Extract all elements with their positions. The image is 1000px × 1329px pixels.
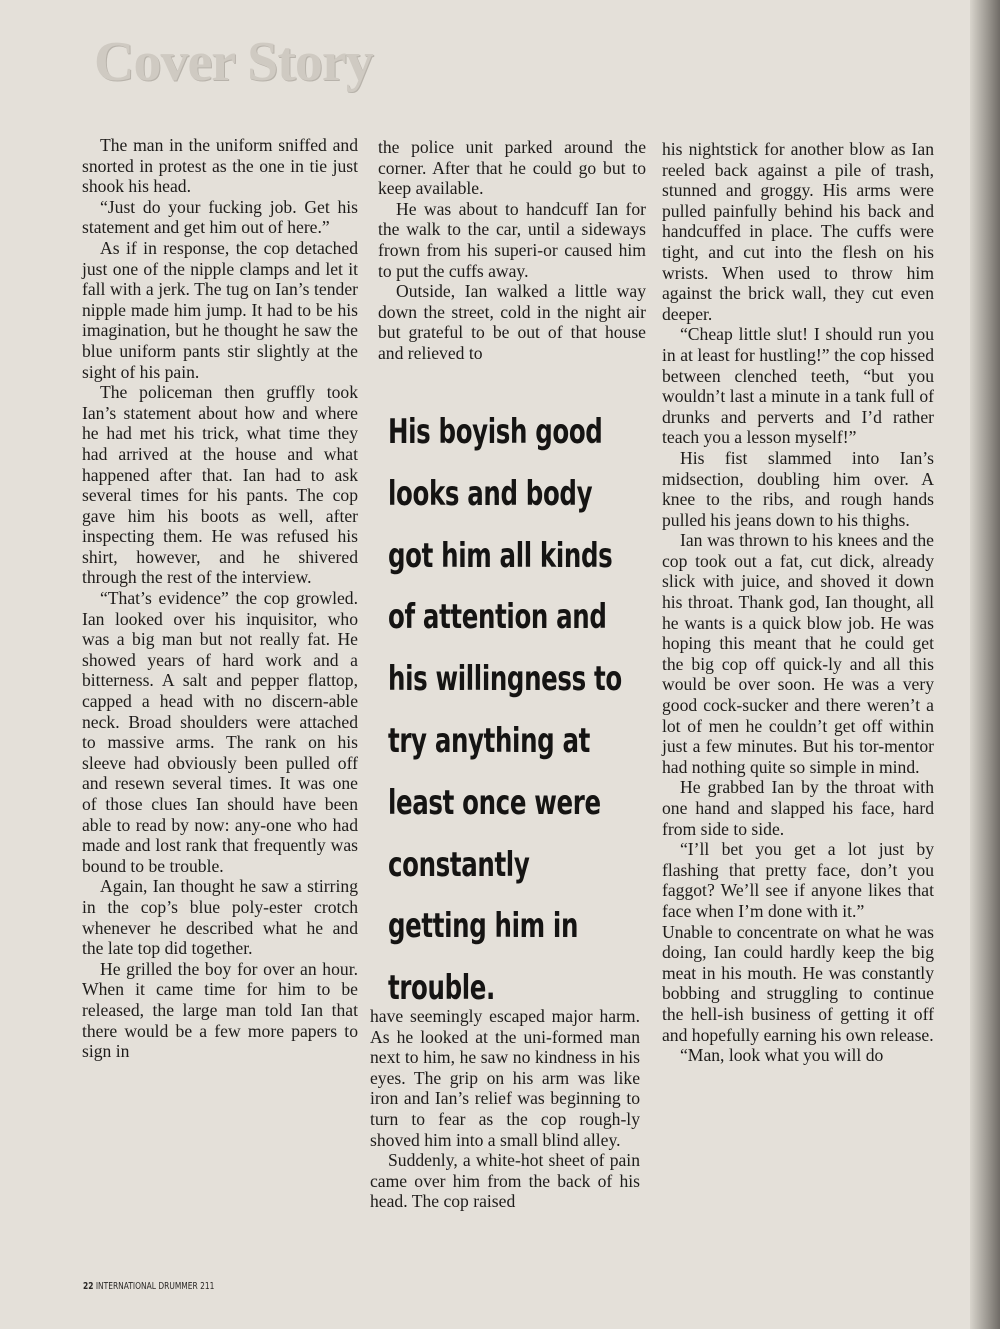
paragraph: As if in response, the cop detached just one of the nipple clamps and let it fall with a jerk. The tug on Ian’s tender nipple made him jump. It had to be his imagination, but he thought he saw the blue uniform pants stir slightly at the sight of his pain. [82, 237, 358, 382]
paragraph: The policeman then gruffly took Ian’s statement about how and where he had met his trick, what time they had arrived at the house and what happened after that. Ian had to ask several times for his pants. The cop gave him his boots as well, after inspecting them. He was refused his shirt, however, and he shivered through the rest of the interview. [82, 382, 358, 588]
paragraph: “Just do your fucking job. Get his statement and get him out of here.” [82, 196, 358, 238]
paragraph: Ian was thrown to his knees and the cop took out a fat, cut dick, already slick with juice, and shoved it down his throat. Thank god, Ian thought, all he wants is a quick blow job. He was hoping this meant that he could get the big cop off quick-ly and all this would be over soon. He was a very good cock-sucker and there weren’t a lot of men he couldn’t get off within just a few minutes. But his tor-mentor had nothing quite so simple in mind. [662, 530, 934, 777]
article-column-2-bottom [370, 1006, 640, 1212]
publication-name: INTERNATIONAL DRUMMER 211 [95, 1281, 215, 1292]
paragraph: Outside, Ian walked a little way down the street, cold in the night air but grateful to be out of that house and relieved to [378, 281, 646, 363]
paragraph: Again, Ian thought he saw a stirring in the cop’s blue poly-ester crotch whenever he described what he and the late top did together. [82, 876, 358, 959]
paragraph: have seemingly escaped major harm. As he looked at the uni-formed man next to him, he saw no kindness in his eyes. The grip on his arm was like iron and Ian’s relief was beginning to turn to fear as the cop rough-ly shoved him into a small blind alley. [370, 1006, 640, 1150]
paragraph: He grilled the boy for over an hour. When it came time for him to be released, the large man told Ian that there would be a few more papers to sign in [82, 958, 358, 1062]
page-footer [83, 1281, 214, 1292]
paragraph: He was about to handcuff Ian for the walk to the car, until a sideways frown from his superi-or caused him to put the cuffs away. [378, 198, 646, 281]
paragraph: He grabbed Ian by the throat with one hand and slapped his face, hard from side to side. [662, 777, 934, 839]
paragraph: “I’ll bet you get a lot just by flashing that pretty face, don’t you faggot? We’ll see if anyone likes that face when I’m done with it.” [662, 839, 934, 921]
article-column-3 [662, 139, 934, 1066]
paragraph: “Man, look what you will do [680, 1045, 884, 1066]
section-heading: Cover Story [94, 31, 373, 93]
paragraph: “Cheap little slut! I should run you in at least for hustling!” the cop hissed between clenched teeth, “but you wouldn’t last a minute in a tank full of drunks and perverts and I’d rather teach you a lesson myself!” [662, 324, 934, 448]
paragraph: “That’s evidence” the cop growled. Ian looked over his inquisitor, who was a big man but not really fat. He showed years of hard work and a bitterness. A salt and pepper flattop, capped a head with no discern-able neck. Broad shoulders were attached to massive arms. The rank on his sleeve had obviously been pulled off and resewn several times. It was one of those clues Ian should have been able to read by now: any-one who had made and lost rank that frequently was bound to be trouble. [82, 588, 358, 876]
paragraph: The man in the uniform sniffed and snorted in protest as the one in tie just shook his head. [82, 135, 358, 197]
pull-quote: His boyish good looks and body got him all kinds of attention and his willingness to try anything at least once were constantly getting him in trouble. [388, 412, 622, 1009]
paragraph: the police unit parked around the corner. After that he could go but to keep available. [378, 137, 646, 199]
article-column-1 [82, 135, 358, 1062]
page-number: 22 [83, 1281, 94, 1292]
paragraph: Suddenly, a white-hot sheet of pain came over him from the back of his head. The cop raised [370, 1150, 640, 1212]
article-column-2-top [378, 137, 646, 364]
paragraph: His fist slammed into Ian’s midsection, doubling him over. A knee to the ribs, and rough hands pulled his jeans down to his thighs. [662, 447, 934, 530]
page-edge [970, 0, 1000, 1329]
paragraph: Unable to concentrate on what he was doing, Ian could hardly keep the big meat in his mouth. He was constantly bobbing and struggling to continue the hell-ish business of getting it off and hopefully earning his own release. [662, 921, 934, 1045]
paragraph: his nightstick for another blow as Ian reeled back against a pile of trash, stunned and groggy. His arms were pulled painfully behind his back and handcuffed in place. The cuffs were tight, and cut into the flesh on his wrists. When used to throw him against the brick wall, they cut even deeper. [662, 139, 934, 324]
